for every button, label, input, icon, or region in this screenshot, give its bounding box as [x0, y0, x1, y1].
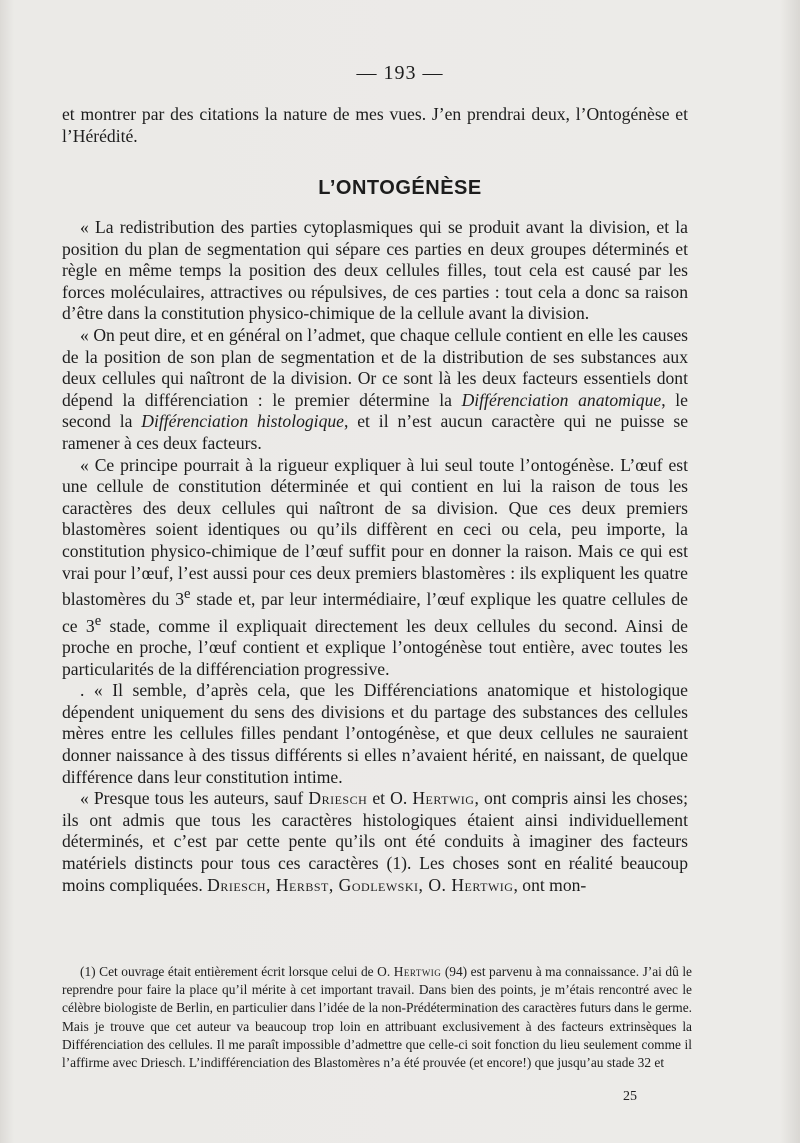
- paragraph-5-text-c: , ont compris ainsi les choses; ils ont admis que tous les caractères histologiques étaient ainsi individuellement déterminés, et c’est par cette pente qu’ils ont été conduits à imaginer des facteurs matériels distincts pour tous ces caractères (1). Les choses sont en réalité beaucoup moins compliquées.: [62, 788, 689, 895]
- paragraph-5: [62, 788, 688, 896]
- paragraph-1: « La redistribution des parties cytoplasmiques qui se produit avant la division, et la position du plan de segmentation qui sépare ces parties en deux groupes déterminés et règle en même temps la position des deux cellules filles, tout cela est causé par les forces moléculaires, attractives ou répulsives, de ces parties : tout cela a donc sa raison d’être dans la constitution physico-chimique de la cellule avant la division.: [62, 217, 688, 324]
- term-histological-differentiation: Différenciation histologique: [141, 411, 344, 432]
- footnote-author-hertwig: Hertwig: [393, 964, 442, 979]
- paragraph-5-text-b: et O.: [367, 788, 413, 809]
- paragraph-3: [62, 455, 688, 681]
- signature-mark: 25: [623, 1089, 637, 1104]
- author-names: Driesch, Herbst, Godlewski, O. Hertwig: [207, 874, 514, 895]
- footnote: [62, 963, 692, 1072]
- paragraph-2-text-a: « On peut dire, et en général on l’admet, que chaque cellule contient en elle les causes de la position de son plan de segmentation et de la distribution de ses substances aux deux cellules qui naîtront de la division. Or ce sont là les deux facteurs essentiels dont dépend la différenciation : le premier détermine la: [62, 324, 688, 410]
- author-hertwig: Hertwig: [412, 788, 475, 809]
- page-number: — 193 —: [356, 62, 444, 84]
- section-title: L’ONTOGÉNÈSE: [318, 177, 482, 199]
- superscript-e: e: [94, 612, 102, 629]
- paragraph-3-text-a: « Ce principe pourrait à la rigueur expliquer à lui seul toute l’ontogénèse. L’œuf est une cellule de constitution déterminée et qui contient en lui la raison de tous les caractères des deux cellules qui naîtront de sa division. Que ces deux premiers blastomères soient identiques ou qu’ils diffèrent en ceci ou cela, peu importe, la constitution physico-chimique de l’œuf suffit pour en donner la raison. Mais ce qui est vrai pour l’œuf, l’est aussi pour ces deux premiers blastomères : ils expliquent les quatre blastomères du 3: [62, 454, 688, 609]
- paragraph-3-text-c: stade, comme il expliquait directement les deux cellules du second. Ainsi de proche en proche, l’œuf contient et explique l’ontogénèse tout entière, avec toutes les particularités de la différenciation progressive.: [62, 615, 688, 679]
- paragraph-2: [62, 325, 688, 455]
- term-anatomical-differentiation: Différenciation anatomique: [461, 389, 662, 410]
- paragraph-4: . « Il semble, d’après cela, que les Différenciations anatomique et histologique dépendent uniquement du sens des divisions et du partage des substances des cellules mères entre les cellules filles pendant l’ontogénèse, et que deux cellules ne sauraient donner naissance à des tissus différents si elles n’avaient hérité, en naissant, de quelque différence dans leur constitution intime.: [62, 680, 688, 787]
- author-driesch: Driesch: [308, 788, 368, 809]
- paragraph-2-text-c: , et il n’est aucun caractère qui ne puisse se ramener à ces deux facteurs.: [62, 411, 688, 453]
- paragraph-2-text-b: , le second la: [62, 389, 688, 432]
- main-text: [62, 217, 688, 896]
- footnote-text-b: (94) est parvenu à ma connaissance. J’ai dû le reprendre pour faire la place qu’il mérite à cet important travail. Dans bien des points, je m’étais rencontré avec le célèbre biologiste de Berlin, en particulier dans l’idée de la non-Prédétermination des caractères futurs dans le germe. Mais je trouve que cet auteur va beaucoup trop loin en attribuant exclusivement à des facteurs extrinsèques la Différenciation des cellules. Il me paraît impossible d’admettre que celle-ci soit fonction du lieu seulement comme il l’affirme avec Driesch. L’indifférenciation des Blastomères n’a été prouvée (et encore!) que jusqu’au stade 32 et: [62, 964, 692, 1071]
- footnote-1: [62, 963, 692, 1072]
- superscript-e: e: [184, 586, 191, 603]
- paragraph-5-text-a: « Presque tous les auteurs, sauf: [80, 788, 309, 809]
- footnote-text-a: (1) Cet ouvrage était entièrement écrit lorsque celui de O.: [80, 964, 394, 979]
- paragraph-5-text-d: , ont mon-: [513, 874, 587, 895]
- paragraph-3-text-b: stade et, par leur intermédiaire, l’œuf explique les quatre cellules de ce 3: [62, 588, 688, 636]
- intro-paragraph: et montrer par des citations la nature de mes vues. J’en prendrai deux, l’Ontogénèse et l’Hérédité.: [62, 104, 688, 146]
